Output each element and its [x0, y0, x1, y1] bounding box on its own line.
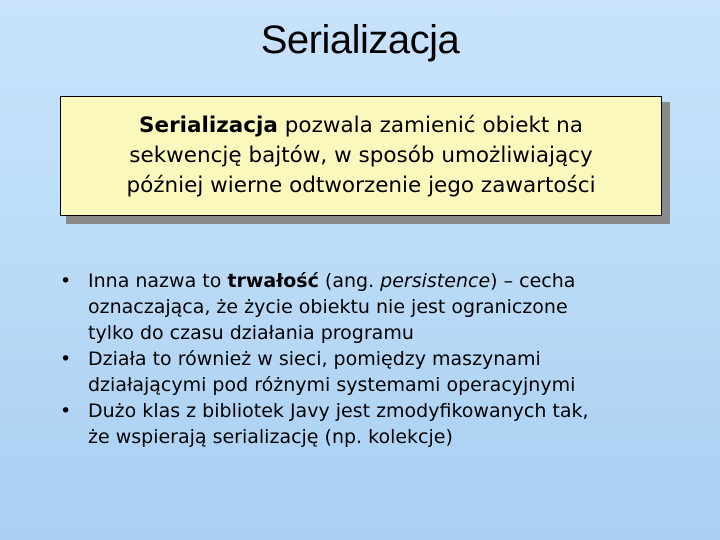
slide-title: Serializacja [260, 18, 460, 62]
bullet-item-persistence [58, 268, 698, 346]
bullet-marker: • [60, 348, 72, 370]
definition-line-2: sekwencję bajtów, w sposób umożliwiający [129, 143, 593, 168]
bullet-line: oznaczająca, że życie obiektu nie jest ograniczone [88, 296, 568, 318]
definition-line-1-text: pozwala zamienić obiekt na [277, 113, 583, 138]
definition-line-3: później wierne odtworzenie jego zawartości [126, 173, 596, 198]
bullet-list [58, 268, 698, 450]
bullet-line [88, 268, 698, 294]
bullet-line: Dużo klas z bibliotek Javy jest zmodyfikowanych tak, [88, 400, 589, 422]
bullet-term: trwałość [227, 270, 319, 292]
bullet-text: ) – cecha [490, 270, 576, 292]
bullet-marker: • [60, 400, 72, 422]
bullet-line: Działa to również w sieci, pomiędzy maszynami [88, 348, 541, 370]
bullet-line: działającymi pod różnymi systemami operacyjnymi [88, 374, 576, 396]
bullet-english-term: persistence [380, 270, 491, 292]
definition-box [60, 96, 662, 216]
bullet-marker: • [60, 270, 72, 292]
bullet-item-java-classes [58, 398, 698, 450]
bullet-item-network [58, 346, 698, 398]
bullet-line: że wspierają serializację (np. kolekcje) [88, 426, 453, 448]
definition-term: Serializacja [139, 113, 278, 138]
bullet-text: (ang. [318, 270, 381, 292]
bullet-line: tylko do czasu działania programu [88, 322, 414, 344]
bullet-text: Inna nazwa to [88, 270, 228, 292]
definition-line-1 [139, 111, 583, 141]
